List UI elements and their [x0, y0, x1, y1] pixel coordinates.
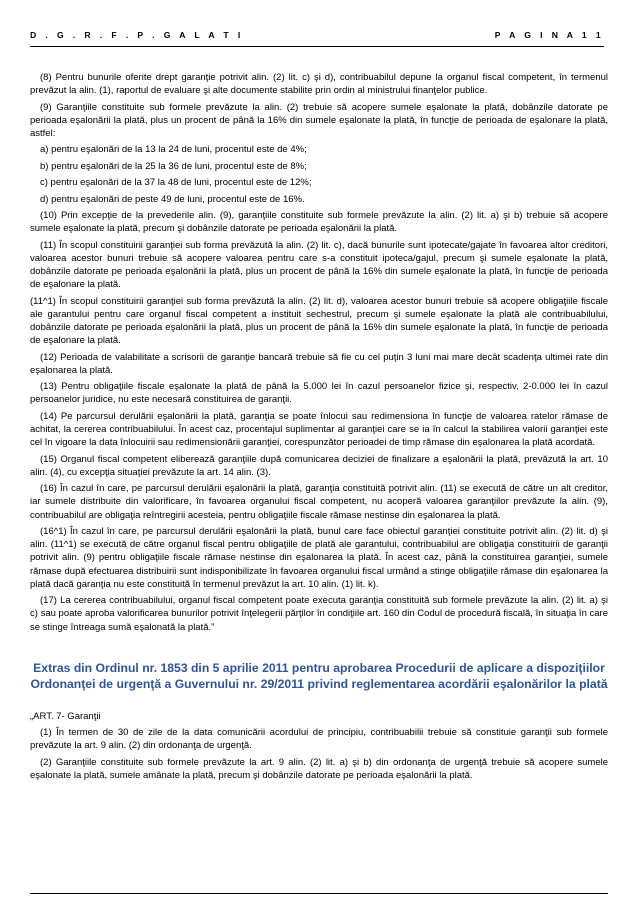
- list-item-b: b) pentru eşalonări de la 25 la 36 de luni, procentul este de 8%;: [40, 160, 307, 172]
- paragraph-14: (14) Pe parcursul derulării eşalonării la plată, garanţia se poate înlocui sau redimensiona în funcţie de valoarea ratelor rămase de achitat, la cererea contribuabilului. În acest caz, procentajul suplimentar al garanţiei care se ia în calcul la stabilirea valorii garanţiei este cel în vigoare la data înlocuirii sau redimensionării garanţiei, corespunzător perioadei de timp rămase din eşalonarea la plată acordată.: [30, 410, 608, 449]
- paragraph-16-1: (16^1) În cazul în care, pe parcursul derulării eşalonării la plată, bunul care face obiectul garanţiei constituite potrivit alin. (2) lit. d) şi alin. (11^1) se execută de către organul fiscal pentru obligaţiile de plată ale garantului, contribuabilul are obligaţia constituirii de garanţii potrivit alin. (9) pentru obligaţiile fiscale rămase nestinse din eşalonarea la plată. În acest caz, până la constituirea garanţiei, sumele rămase după efectuarea distribuirii sunt indisponibilizate în favoarea organului fiscal urmând a stinge obligaţiile rămase din eşalonarea la plată dacă garanţia nu este constituită în termenul prevăzut la art. 10 alin. (1) lit. k).: [30, 525, 608, 590]
- article-paragraph-2: (2) Garanţiile constituite sub formele prevăzute la art. 9 alin. (2) lit. a) şi b) din ordonanţa de urgenţă trebuie să acopere sumele eşalonate la plată, sumele amânate la plată, precum şi dobânzile datorate pe perioada eşalonării la plată.: [30, 756, 608, 781]
- list-item-c: c) pentru eşalonări de la 37 la 48 de luni, procentul este de 12%;: [40, 177, 312, 189]
- header-institution: D . G . R . F . P . G A L A T I: [30, 30, 244, 40]
- paragraph-8: (8) Pentru bunurile oferite drept garanţie potrivit alin. (2) lit. c) şi d), contribuabilul depune la organul fiscal competent, în termenul prevăzut la alin. (1), raportul de evaluare şi alte documente stabilite prin ordin al ministrului finanţelor publice.: [30, 72, 608, 97]
- list-item-a: a) pentru eşalonări de la 13 la 24 de luni, procentul este de 4%;: [40, 144, 307, 156]
- extras-section-title: Extras din Ordinul nr. 1853 din 5 aprilie 2011 pentru aprobarea Procedurii de aplicare a dispoziţiilor Ordonanţei de urgenţă a Guvernului nr. 29/2011 privind reglementarea acordării eşalonărilor la plată: [30, 660, 608, 691]
- paragraph-12: (12) Perioada de valabilitate a scrisorii de garanţie bancară trebuie să fie cu cel puţin 3 luni mai mare decât scadenţa ultimei rate din eşalonarea la plată.: [30, 351, 608, 376]
- article-heading: „ART. 7- Garanţii: [30, 710, 101, 722]
- paragraph-10: (10) Prin excepţie de la prevederile alin. (9), garanţiile constituite sub formele prevăzute la alin. (2) lit. a) şi b) trebuie să acopere sumele eşalonate la plată, precum şi dobânzile datorate pe perioada eşalonării la plată.: [30, 209, 608, 235]
- paragraph-11: (11) În scopul constituirii garanţiei sub forma prevăzută la alin. (2) lit. c), dacă bunurile sunt ipotecate/gajate în favoarea altor creditori, valoarea acestor bunuri trebuie să acopere valoarea pentru care s-a constituit ipoteca/gajul, precum şi sumele eşalonate la plată, dobânzile datorate pe perioada eşalonării la plată, plus un procent de până la 16% din sumele eşalonate la plată, în funcţie de perioada de eşalonare la plată.: [30, 239, 608, 291]
- paragraph-13: (13) Pentru obligaţiile fiscale eşalonate la plată de până la 5.000 lei în cazul persoanelor fizice şi, respectiv, 2-0.000 lei în cazul persoanelor juridice, nu este necesară constituirea de garanţii.: [30, 381, 608, 406]
- paragraph-9: (9) Garanţiile constituite sub formele prevăzute la alin. (2) trebuie să acopere sumele eşalonate la plată, dobânzile datorate pe perioada eşalonării la plată, plus un procent de până la 16% din sumele eşalonate la plată, în funcţie de perioada de eşalonare la plată, astfel:: [30, 101, 608, 139]
- page-header: [30, 30, 604, 40]
- paragraph-16: (16) În cazul în care, pe parcursul derulării eşalonării la plată, garanţia constituită potrivit alin. (11) se execută de către un alt creditor, iar sumele distribuite din valorificare, în favoarea organului fiscal competent, nu acoperă valoarea garanţiilor prevăzute la alin. (9), contribuabilul are obligaţia reîntregirii acesteia, pentru obligaţiile fiscale rămase nestinse din eşalonarea la plată.: [30, 483, 608, 521]
- header-divider: [30, 46, 604, 47]
- header-page-number: P A G I N A 1 1: [494, 30, 604, 40]
- article-paragraph-1: (1) În termen de 30 de zile de la data comunicării acordului de principiu, contribuabilii trebuie să constituie garanţii sub formele prevăzute la art. 9 alin. (2) din ordonanţa de urgenţă.: [30, 727, 608, 752]
- paragraph-17: (17) La cererea contribuabilului, organul fiscal competent poate executa garanţia constituită sub formele prevăzute la alin. (2) lit. a) şi c) sau poate aproba valorificarea bunurilor potrivit înţelegerii părţilor în condiţiile art. 160 din Codul de procedură fiscală, în situaţia în care se stinge întreaga sumă eşalonată la plată.”: [30, 595, 608, 633]
- list-item-d: d) pentru eşalonări de peste 49 de luni, procentul este de 16%.: [40, 193, 305, 205]
- footer-divider: [30, 893, 608, 894]
- document-body: [30, 71, 608, 785]
- paragraph-11-1: (11^1) În scopul constituirii garanţiei sub forma prevăzută la alin. (2) lit. d), valoarea acestor bunuri trebuie să acopere obligaţiile fiscale ale garantului pentru care organul fiscal competent a instituit sechestrul, precum şi sumele eşalonate la plată ale contribuabilului, dobânzile datorate pe perioada eşalonării la plată, plus un procent de până la 16% din sumele eşalonate la plată, în funcţie de perioada de eşalonare la plată.: [30, 295, 608, 347]
- paragraph-15: (15) Organul fiscal competent eliberează garanţiile după comunicarea deciziei de finalizare a eşalonării la plată, prevăzută la art. 10 alin. (4), cu excepţia situaţiei prevăzute la art. 14 alin. (3).: [30, 453, 608, 478]
